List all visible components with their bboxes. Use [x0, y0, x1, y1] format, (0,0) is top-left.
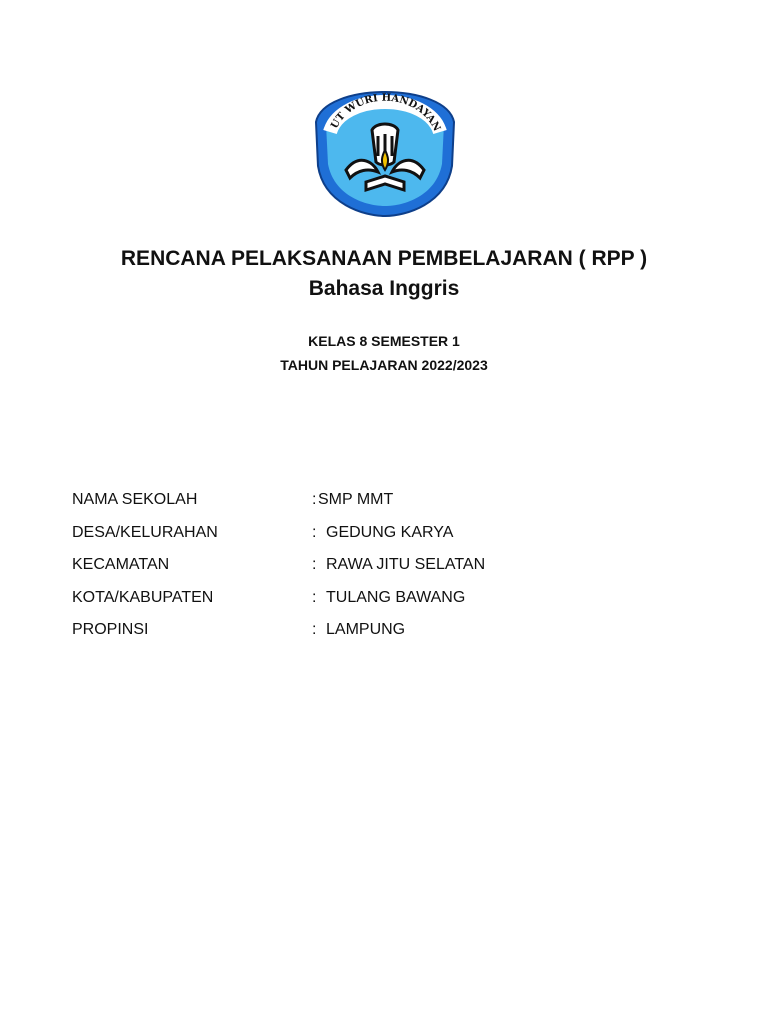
tut-wuri-handayani-logo — [306, 74, 464, 220]
document-title: RENCANA PELAKSANAAN PEMBELAJARAN ( RPP ) — [120, 247, 648, 270]
info-row-district — [72, 555, 672, 588]
info-value: GEDUNG KARYA — [326, 523, 454, 541]
info-value: RAWA JITU SELATAN — [326, 556, 486, 573]
info-row-regency — [72, 588, 672, 621]
info-colon: : — [312, 491, 317, 508]
logo-emblem-icon — [306, 74, 464, 220]
info-label: NAMA SEKOLAH — [72, 491, 198, 508]
info-value: LAMPUNG — [326, 621, 406, 638]
info-value: SMP MMT — [318, 491, 394, 508]
class-semester: KELAS 8 SEMESTER 1 — [308, 333, 460, 349]
info-colon: : — [312, 523, 317, 541]
logo-motto-text: UT WURI HANDAYAN — [329, 92, 443, 134]
school-info-table — [72, 490, 672, 653]
info-colon: : — [312, 621, 317, 638]
info-row-school-name — [72, 490, 672, 523]
info-colon: : — [312, 556, 317, 573]
info-row-village — [72, 523, 672, 556]
info-colon: : — [312, 588, 317, 606]
subject-title: Bahasa Inggris — [308, 277, 460, 300]
info-row-province — [72, 620, 672, 653]
info-label: DESA/KELURAHAN — [72, 523, 218, 541]
info-label: KECAMATAN — [72, 556, 170, 573]
academic-year: TAHUN PELAJARAN 2022/2023 — [280, 357, 488, 373]
info-label: KOTA/KABUPATEN — [72, 588, 214, 606]
info-label: PROPINSI — [72, 621, 149, 638]
info-value: TULANG BAWANG — [326, 588, 466, 606]
